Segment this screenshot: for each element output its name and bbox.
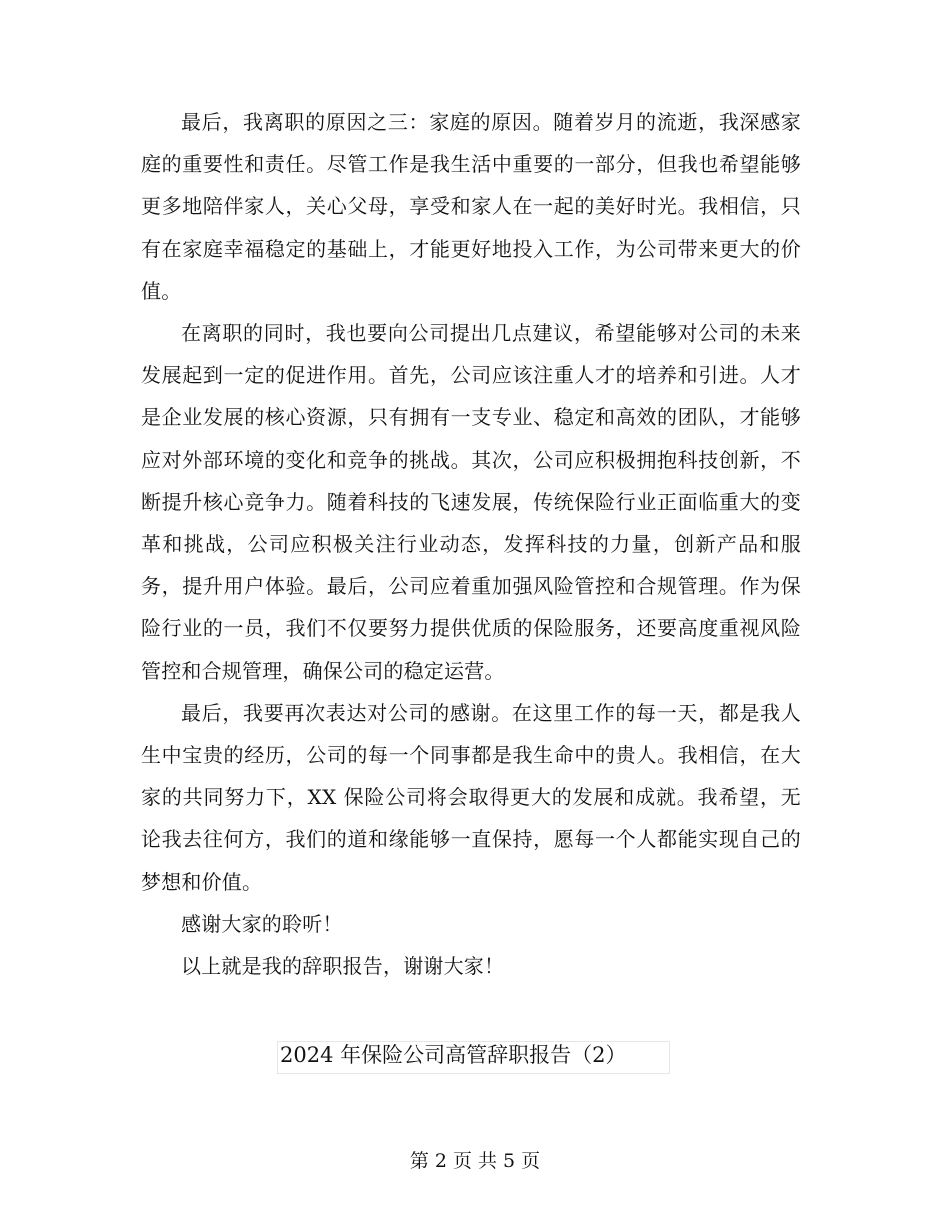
page-footer-page-number: 第 2 页 共 5 页 (409, 1150, 541, 1172)
paragraph-thanks-listening: 感谢大家的聆听！ (181, 911, 343, 936)
paragraph-gratitude: 最后，我要再次表达对公司的感谢。在这里工作的每一天，都是我人生中宝贵的经历，公司的每一个同事都是我生命中的贵人。我相信，在大家的共同努力下，XX 保险公司将会取得更大的发展和成就。我希望，无论我去往何方，我们的道和缘能够一直保持，愿每一个人都能实现自己的梦想和价值。 (141, 700, 801, 894)
paragraph-family-reason: 最后，我离职的原因之三：家庭的原因。随着岁月的流逝，我深感家庭的重要性和责任。尽管工作是我生活中重要的一部分，但我也希望能够更多地陪伴家人，关心父母，享受和家人在一起的美好时光。我相信，只有在家庭幸福稳定的基础上，才能更好地投入工作，为公司带来更大的价值。 (141, 110, 801, 303)
paragraph-closing: 以上就是我的辞职报告，谢谢大家！ (181, 954, 505, 979)
document-body (141, 101, 801, 987)
paragraph-suggestions: 在离职的同时，我也要向公司提出几点建议，希望能够对公司的未来发展起到一定的促进作用。首先，公司应该注重人才的培养和引进。人才是企业发展的核心资源，只有拥有一支专业、稳定和高效的团队，才能够应对外部环境的变化和竞争的挑战。其次，公司应积极拥抱科技创新，不断提升核心竞争力。随着科技的飞速发展，传统保险行业正面临重大的变革和挑战，公司应积极关注行业动态，发挥科技的力量，创新产品和服务，提升用户体验。最后，公司应着重加强风险管控和合规管理。作为保险行业的一员，我们不仅要努力提供优质的保险服务，还要高度重视风险管控和合规管理，确保公司的稳定运营。 (141, 321, 801, 683)
next-section-title: 2024 年保险公司高管辞职报告（2） (280, 1043, 627, 1067)
next-section-heading-box (277, 1041, 670, 1074)
